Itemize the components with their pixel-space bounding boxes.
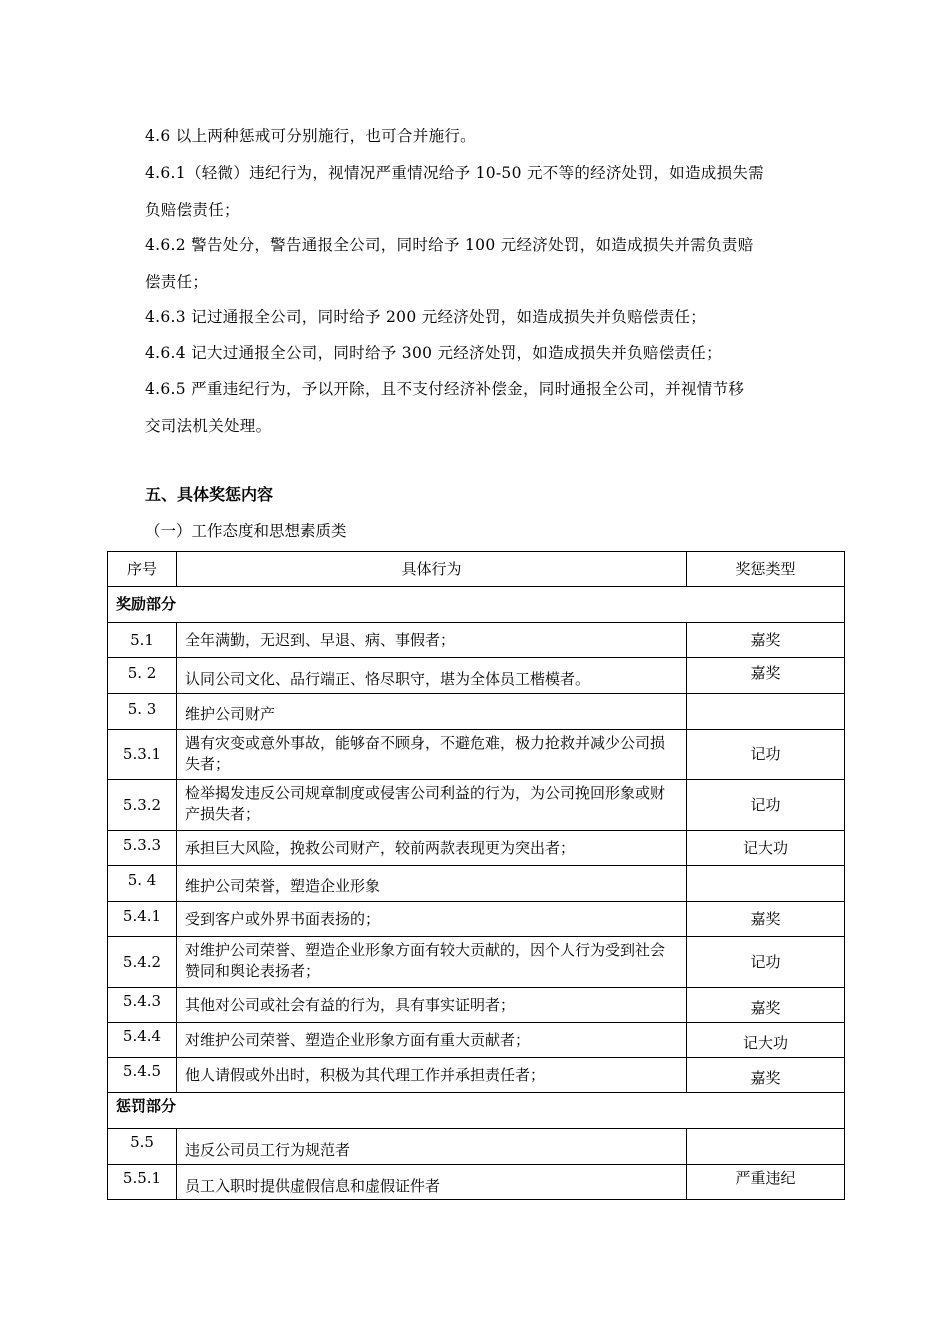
reward-section-label: 奖励部分: [108, 587, 845, 623]
paragraph-line: 4.6.2 警告处分，警告通报全公司，同时给予 100 元经济处罚，如造成损失并需负责赔: [145, 236, 754, 254]
paragraph-line: 4.6.3 记过通报全公司，同时给予 200 元经济处罚，如造成损失并负赔偿责任；: [145, 308, 707, 326]
paragraph-4-6-5: [145, 371, 815, 445]
row-desc: 对维护公司荣誉、塑造企业形象方面有较大贡献的，因个人行为受到社会赞同和舆论表扬者；: [177, 937, 687, 988]
row-desc: 员工入职时提供虚假信息和虚假证件者: [177, 1165, 687, 1200]
paragraph-line: 4.6.1（轻微）违纪行为，视情况严重情况给予 10-50 元不等的经济处罚，如造成损失需: [145, 164, 764, 182]
paragraph-4-6: [145, 118, 815, 155]
row-no: 5.5.1: [108, 1165, 177, 1200]
row-desc: 认同公司文化、品行端正、恪尽职守，堪为全体员工楷模者。: [177, 658, 687, 694]
row-type: 记大功: [687, 831, 845, 866]
header-desc: 具体行为: [177, 552, 687, 587]
table-row: [108, 1023, 845, 1058]
table-row: [108, 831, 845, 866]
header-no: 序号: [108, 552, 177, 587]
paragraph-4-6-1: [145, 155, 815, 229]
paragraph-4-6-2: [145, 227, 815, 301]
table-row: [108, 780, 845, 831]
row-desc: 维护公司财产: [177, 694, 687, 730]
section-row-penalty: [108, 1093, 845, 1129]
row-no: 5. 4: [108, 866, 177, 902]
row-desc: 他人请假或外出时，积极为其代理工作并承担责任者；: [177, 1058, 687, 1093]
row-no: 5.4.4: [108, 1023, 177, 1058]
row-desc: 承担巨大风险，挽救公司财产，较前两款表现更为突出者；: [177, 831, 687, 866]
row-type: 记功: [687, 937, 845, 988]
table-row: [108, 937, 845, 988]
section-row-reward: [108, 587, 845, 623]
row-no: 5.4.2: [108, 937, 177, 988]
row-desc: 其他对公司或社会有益的行为，具有事实证明者；: [177, 988, 687, 1023]
row-desc: 维护公司荣誉，塑造企业形象: [177, 866, 687, 902]
row-desc: 受到客户或外界书面表扬的；: [177, 902, 687, 937]
row-type: 嘉奖: [687, 988, 845, 1023]
paragraph-line: 4.6 以上两种惩戒可分别施行，也可合并施行。: [145, 127, 476, 145]
row-no: 5.3.3: [108, 831, 177, 866]
row-no: 5.1: [108, 623, 177, 658]
paragraph-4-6-4: [145, 335, 815, 372]
table-row: [108, 658, 845, 694]
row-type: [687, 866, 845, 902]
row-type: 嘉奖: [687, 623, 845, 658]
paragraph-line: 交司法机关处理。: [145, 417, 272, 435]
table-row: [108, 866, 845, 902]
row-type: [687, 694, 845, 730]
row-no: 5.5: [108, 1129, 177, 1165]
paragraph-4-6-3: [145, 299, 815, 336]
table-row: [108, 988, 845, 1023]
row-no: 5.3.2: [108, 780, 177, 831]
row-type: 嘉奖: [687, 658, 845, 694]
row-type: 记大功: [687, 1023, 845, 1058]
table-header-row: [108, 552, 845, 587]
row-no: 5.4.3: [108, 988, 177, 1023]
row-no: 5. 3: [108, 694, 177, 730]
penalty-section-label: 惩罚部分: [108, 1093, 845, 1129]
table-row: [108, 694, 845, 730]
row-desc: 全年满勤，无迟到、早退、病、事假者；: [177, 623, 687, 658]
paragraph-line: 偿责任；: [145, 273, 209, 291]
row-no: 5.4.5: [108, 1058, 177, 1093]
row-desc: 检举揭发违反公司规章制度或侵害公司利益的行为，为公司挽回形象或财产损失者；: [177, 780, 687, 831]
table-row: [108, 902, 845, 937]
table-row: [108, 623, 845, 658]
row-type: 记功: [687, 730, 845, 780]
sub-heading: （一）工作态度和思想素质类: [145, 522, 347, 540]
paragraph-line: 负赔偿责任；: [145, 201, 240, 219]
row-type: 严重违纪: [687, 1165, 845, 1200]
table-row: [108, 730, 845, 780]
row-type: 嘉奖: [687, 902, 845, 937]
rules-table: [107, 551, 845, 1200]
row-type: 嘉奖: [687, 1058, 845, 1093]
row-desc: 违反公司员工行为规范者: [177, 1129, 687, 1165]
paragraph-line: 4.6.5 严重违纪行为，予以开除，且不支付经济补偿金，同时通报全公司，并视情节移: [145, 380, 745, 398]
row-desc: 遇有灾变或意外事故，能够奋不顾身，不避危难，极力抢救并减少公司损失者；: [177, 730, 687, 780]
row-no: 5.3.1: [108, 730, 177, 780]
row-type: 记功: [687, 780, 845, 831]
row-desc: 对维护公司荣誉、塑造企业形象方面有重大贡献者；: [177, 1023, 687, 1058]
header-type: 奖惩类型: [687, 552, 845, 587]
row-no: 5. 2: [108, 658, 177, 694]
section-heading: 五、具体奖惩内容: [145, 485, 274, 504]
paragraph-line: 4.6.4 记大过通报全公司，同时给予 300 元经济处罚，如造成损失并负赔偿责任；: [145, 344, 722, 362]
table-row: [108, 1129, 845, 1165]
row-no: 5.4.1: [108, 902, 177, 937]
row-type: [687, 1129, 845, 1165]
table-row: [108, 1058, 845, 1093]
table-row: [108, 1165, 845, 1200]
